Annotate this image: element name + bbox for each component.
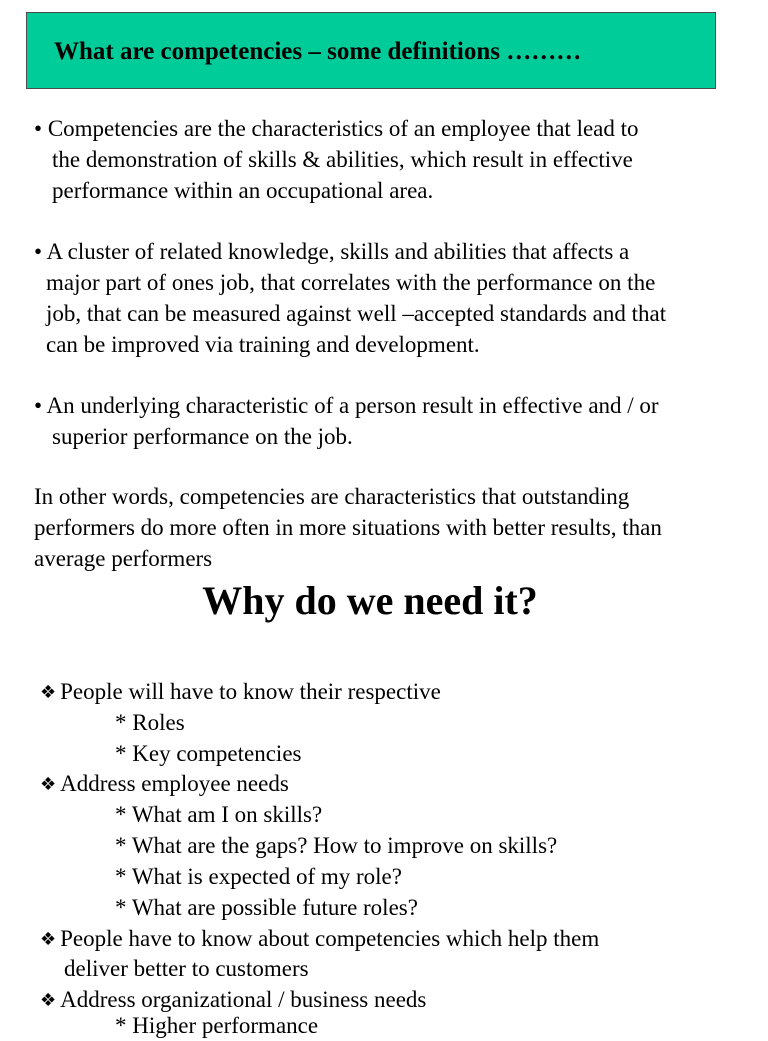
definition-2-line-3: job, that can be measured against well –accepted standards and that	[46, 301, 667, 326]
slide-title: What are competencies – some definitions ………	[54, 38, 582, 65]
section-heading: Why do we need it?	[202, 578, 538, 623]
need-4-line-1: ❖ Address organizational / business needs	[40, 984, 426, 1016]
need-1-subitem-2: * Key competencies	[115, 741, 302, 766]
bullet-icon: •	[34, 116, 43, 141]
title-box	[26, 12, 716, 89]
definition-3-line-2: superior performance on the job.	[52, 424, 353, 449]
summary-line-1: In other words, competencies are characteristics that outstanding	[34, 484, 630, 509]
need-2-subitem-1: * What am I on skills?	[115, 802, 323, 827]
need-2-subitem-3: * What is expected of my role?	[115, 864, 402, 889]
need-2-line-1: ❖ Address employee needs	[40, 768, 289, 800]
summary-line-3: average performers	[34, 546, 213, 571]
definition-2-line-4: can be improved via training and development.	[46, 332, 480, 357]
need-3-line-2: deliver better to customers	[64, 956, 309, 981]
definition-1-line-2: the demonstration of skills & abilities, which result in effective	[52, 147, 633, 172]
need-4-subitem-1: * Higher performance	[115, 1013, 319, 1038]
bullet-icon: •	[34, 239, 43, 264]
diamond-bullet-icon: ❖	[40, 929, 57, 950]
diamond-bullet-icon: ❖	[40, 682, 57, 703]
definition-2-line-2: major part of ones job, that correlates with the performance on the	[46, 270, 656, 295]
need-2-subitem-2: * What are the gaps? How to improve on skills?	[115, 833, 558, 858]
summary-line-2: performers do more often in more situations with better results, than	[34, 515, 662, 540]
diamond-bullet-icon: ❖	[40, 774, 57, 795]
need-2-subitem-4: * What are possible future roles?	[115, 895, 418, 920]
need-1-line-1: ❖ People will have to know their respective	[40, 676, 441, 708]
definition-2-line-1: • A cluster of related knowledge, skills and abilities that affects a	[34, 236, 629, 267]
bullet-icon: •	[34, 393, 43, 418]
definition-3-line-1: • An underlying characteristic of a person result in effective and / or	[34, 390, 659, 421]
definition-1-line-3: performance within an occupational area.	[52, 178, 434, 203]
need-3-line-1: ❖ People have to know about competencies which help them	[40, 923, 599, 955]
need-1-subitem-1: * Roles	[115, 710, 185, 735]
diamond-bullet-icon: ❖	[40, 990, 57, 1011]
definition-1-line-1: • Competencies are the characteristics of an employee that lead to	[34, 113, 639, 144]
